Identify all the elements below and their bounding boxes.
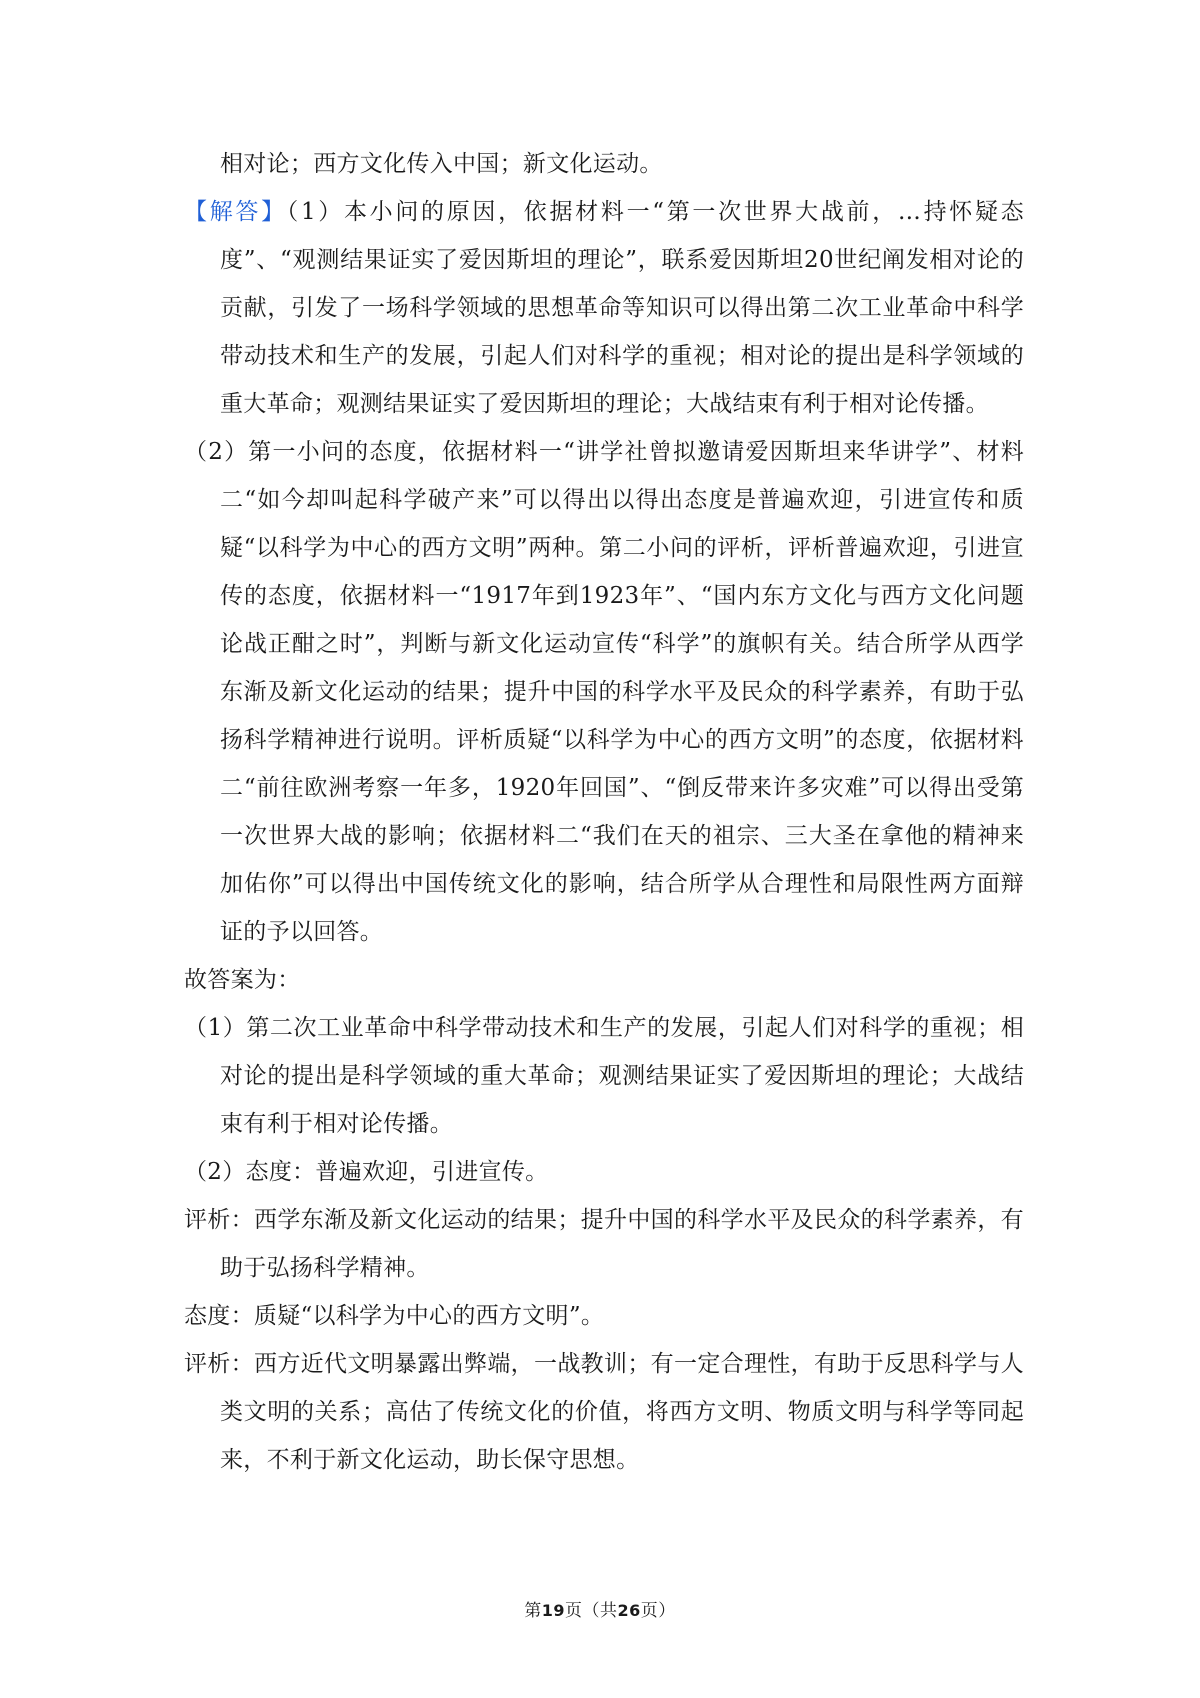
paragraph-text: （1）第二次工业革命中科学带动技术和生产的发展，引起人们对科学的重视；相对论的提出是科学领域的重大革命；观测结果证实了爱因斯坦的理论；大战结束有利于相对论传播。 [184, 1015, 1024, 1137]
paragraph-text: （1）本小问的原因，依据材料一“第一次世界大战前，…持怀疑态度”、“观测结果证实了爱因斯坦的理论”，联系爱因斯坦20世纪阐发相对论的贡献，引发了一场科学领域的思想革命等知识可以得出第二次工业革命中科学带动技术和生产的发展，引起人们对科学的重视；相对论的提出是科学领域的重大革命；观测结果证实了爱因斯坦的理论；大战结束有利于相对论传播。 [220, 199, 1024, 417]
footer-prefix: 第 [524, 1601, 542, 1621]
paragraph-text: 态度：质疑“以科学为中心的西方文明”。 [184, 1303, 605, 1329]
paragraph-answer-2-analysis [184, 1196, 1024, 1292]
paragraph-answer-2-analysis-2 [184, 1340, 1024, 1484]
paragraph-continuation [184, 140, 1024, 188]
footer-middle: 页（共 [565, 1601, 618, 1621]
answer-content [184, 140, 1024, 1484]
paragraph-text: 评析：西学东渐及新文化运动的结果；提升中国的科学水平及民众的科学素养，有助于弘扬科学精神。 [184, 1207, 1024, 1281]
answer-tag: 【解答】 [184, 199, 287, 225]
page-number: 19 [541, 1601, 565, 1620]
paragraph-answer-heading [184, 956, 1024, 1004]
footer-suffix: 页） [640, 1601, 676, 1621]
paragraph-answer-2-attitude [184, 1148, 1024, 1196]
paragraph-question-2-explanation [184, 428, 1024, 956]
paragraph-text: 故答案为： [184, 967, 301, 993]
paragraph-answer-2-attitude-2 [184, 1292, 1024, 1340]
paragraph-text: 评析：西方近代文明暴露出弊端，一战教训；有一定合理性，有助于反思科学与人类文明的关系；高估了传统文化的价值，将西方文明、物质文明与科学等同起来，不利于新文化运动，助长保守思想。 [184, 1351, 1024, 1473]
paragraph-text: （2）第一小问的态度，依据材料一“讲学社曾拟邀请爱因斯坦来华讲学”、材料二“如今却叫起科学破产来”可以得出以得出态度是普遍欢迎，引进宣传和质疑“以科学为中心的西方文明”两种。第二小问的评析，评析普遍欢迎，引进宣传的态度，依据材料一“1917年到1923年”、“国内东方文化与西方文化问题论战正酣之时”，判断与新文化运动宣传“科学”的旗帜有关。结合所学从西学东渐及新文化运动的结果；提升中国的科学水平及民众的科学素养，有助于弘扬科学精神进行说明。评析质疑“以科学为中心的西方文明”的态度，依据材料二“前往欧洲考察一年多，1920年回国”、“倒反带来许多灾难”可以得出受第一次世界大战的影响；依据材料二“我们在天的祖宗、三大圣在拿他的精神来加佑你”可以得出中国传统文化的影响，结合所学从合理性和局限性两方面辩证的予以回答。 [184, 439, 1024, 945]
total-pages: 26 [617, 1601, 641, 1620]
page-footer [0, 1596, 1200, 1621]
paragraph-text: 相对论；西方文化传入中国；新文化运动。 [220, 151, 663, 177]
paragraph-text: （2）态度：普遍欢迎，引进宣传。 [184, 1159, 549, 1185]
paragraph-answer-explanation [184, 188, 1024, 428]
paragraph-answer-1 [184, 1004, 1024, 1148]
